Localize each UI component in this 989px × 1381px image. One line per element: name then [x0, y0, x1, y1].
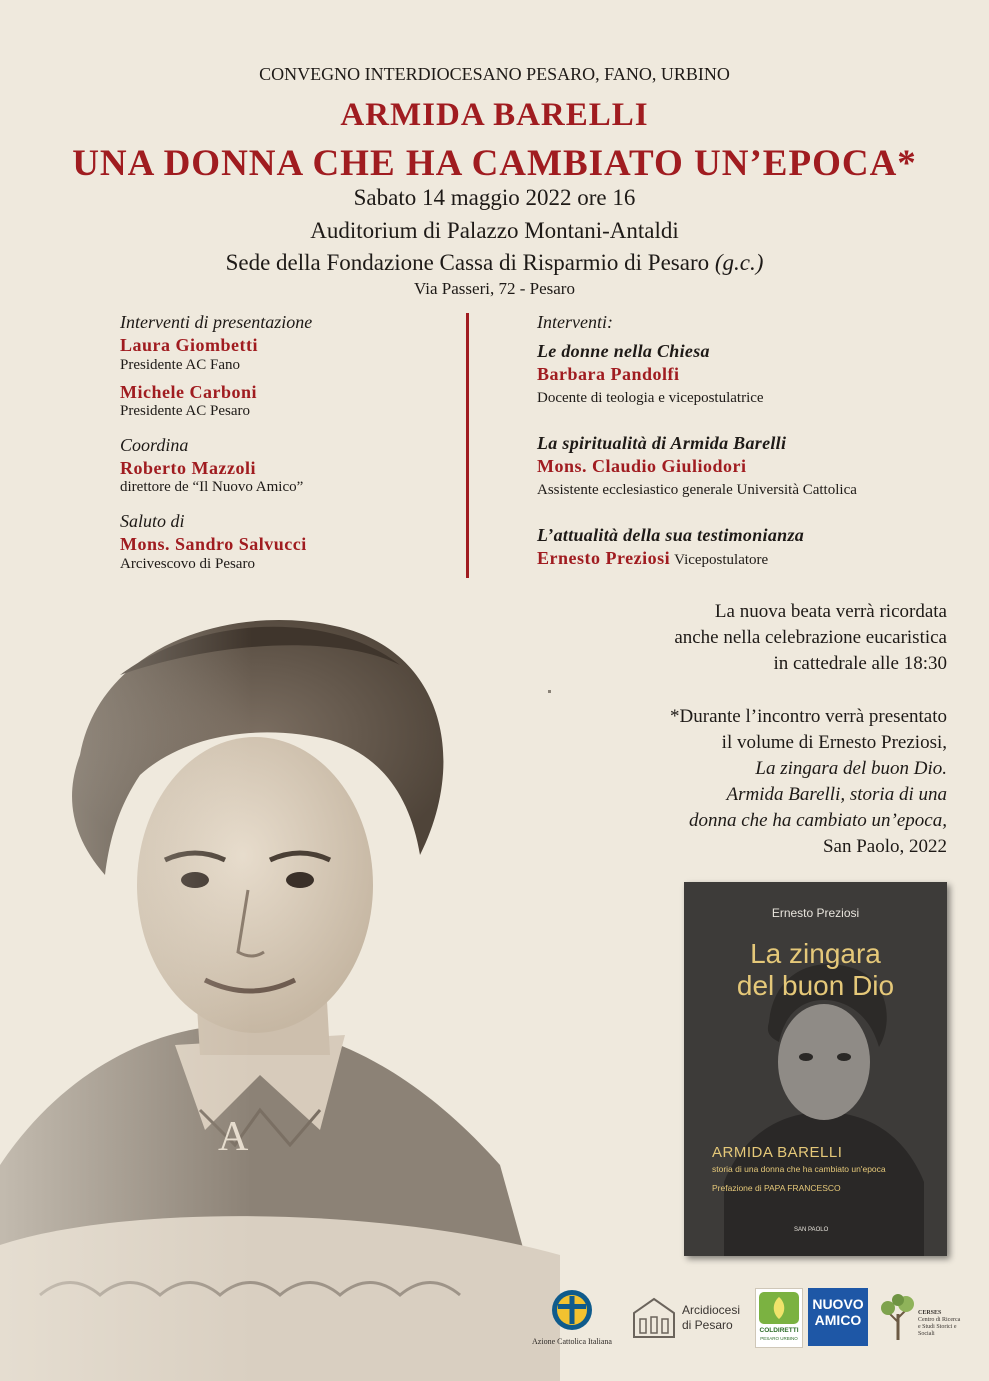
- amico-text: AMICO: [814, 1312, 862, 1328]
- talk3-line: [537, 548, 768, 569]
- coldiretti-emblem-icon: [756, 1289, 802, 1327]
- coord-role: direttore de “Il Nuovo Amico”: [120, 479, 304, 495]
- nuovo-amico-logo: [808, 1288, 868, 1346]
- talk1-title: Le donne nella Chiesa: [537, 341, 710, 361]
- arcidiocesi-text: [682, 1303, 740, 1333]
- cerses-sub2: e Studi Storici e Sociali: [918, 1324, 957, 1337]
- title-line1: ARMIDA BARELLI: [340, 97, 649, 133]
- arcidiocesi-logo: [630, 1293, 750, 1343]
- stray-dot: [548, 690, 551, 693]
- presentation-label: Interventi di presentazione: [120, 312, 313, 332]
- tree-icon: [876, 1292, 920, 1342]
- nuovo-text: NUOVO: [812, 1296, 864, 1312]
- armida-portrait-image: [0, 605, 560, 1381]
- ac-logo-text: Azione Cattolica Italiana: [532, 1337, 612, 1346]
- cerses-text: [918, 1310, 966, 1338]
- convegno-line: CONVEGNO INTERDIOCESANO PESARO, FANO, URBINO: [259, 64, 730, 84]
- book-preface: Prefazione di PAPA FRANCESCO: [712, 1183, 841, 1193]
- book-publisher: SAN PAOLO: [794, 1227, 829, 1233]
- book-subtitle: storia di una donna che ha cambiato un'epoca: [712, 1164, 886, 1174]
- mass-line3: in cattedrale alle 18:30: [773, 653, 947, 674]
- cerses-name: CERSES: [918, 1310, 942, 1316]
- coord-name: Roberto Mazzoli: [120, 458, 256, 478]
- mass-line2: anche nella celebrazione eucaristica: [674, 627, 947, 648]
- event-seat: [0, 250, 989, 276]
- interventi-label: Interventi:: [537, 312, 613, 332]
- column-divider: [466, 313, 469, 578]
- title-line2: UNA DONNA CHE HA CAMBIATO UN’EPOCA*: [72, 143, 917, 184]
- book-line1: *Durante l’incontro verrà presentato: [670, 706, 947, 727]
- cerses-sub1: Centro di Ricerca: [918, 1317, 961, 1323]
- book-note: [670, 704, 947, 860]
- speaker1-role: Presidente AC Fano: [120, 357, 240, 373]
- coldiretti-logo: [755, 1288, 803, 1348]
- event-date: Sabato 14 maggio 2022 ore 16: [353, 185, 636, 210]
- seat-text: Sede della Fondazione Cassa di Risparmio di Pesaro: [225, 250, 710, 275]
- mass-note: [674, 599, 947, 677]
- talk1-role: Docente di teologia e vicepostulatrice: [537, 390, 764, 406]
- talk3-role: Vicepostulatore: [674, 552, 769, 568]
- book-line4: Armida Barelli, storia di una: [726, 784, 947, 805]
- book-title-line2: del buon Dio: [736, 970, 895, 1001]
- greet-label: Saluto di: [120, 511, 185, 531]
- book-subject: ARMIDA BARELLI: [712, 1144, 843, 1161]
- speaker1-name: Laura Giombetti: [120, 335, 258, 355]
- ac-emblem-icon: [524, 1289, 620, 1331]
- book-cover: [684, 882, 947, 1256]
- mass-line1: La nuova beata verrà ricordata: [714, 601, 947, 622]
- coldiretti-line1: COLDIRETTI: [759, 1327, 799, 1334]
- arcidiocesi-line2: di Pesaro: [682, 1318, 733, 1332]
- greet-name: Mons. Sandro Salvucci: [120, 534, 307, 554]
- event-venue: Auditorium di Palazzo Montani-Antaldi: [310, 218, 679, 243]
- book-author: Ernesto Preziosi: [771, 906, 860, 920]
- talk2-role: Assistente ecclesiastico generale Università Cattolica: [537, 482, 857, 498]
- talk2-name: Mons. Claudio Giuliodori: [537, 456, 747, 476]
- speaker2-name: Michele Carboni: [120, 382, 257, 402]
- speaker2-role: Presidente AC Pesaro: [120, 403, 250, 419]
- book-line2: il volume di Ernesto Preziosi,: [721, 732, 947, 753]
- coord-label: Coordina: [120, 435, 189, 455]
- seat-note: (g.c.): [714, 250, 764, 275]
- cathedral-icon: [630, 1293, 678, 1339]
- talk3-title: L’attualità della sua testimonianza: [537, 525, 805, 545]
- coldiretti-line2: PESARO URBINO: [760, 1336, 798, 1341]
- book-line6: San Paolo, 2022: [822, 836, 947, 857]
- book-title-line1: La zingara: [750, 938, 881, 969]
- event-address: Via Passeri, 72 - Pesaro: [414, 279, 575, 298]
- talk2-title: La spiritualità di Armida Barelli: [537, 433, 787, 453]
- book-title: [684, 938, 947, 1002]
- book-line5: donna che ha cambiato un’epoca,: [688, 810, 947, 831]
- greet-role: Arcivescovo di Pesaro: [120, 556, 255, 572]
- talk3-name: Ernesto Preziosi: [537, 548, 671, 568]
- book-line3: La zingara del buon Dio.: [755, 758, 947, 779]
- talk1-name: Barbara Pandolfi: [537, 364, 680, 384]
- arcidiocesi-line1: Arcidiocesi: [682, 1303, 741, 1317]
- cerses-logo: [876, 1292, 966, 1346]
- ac-logo: [524, 1289, 620, 1349]
